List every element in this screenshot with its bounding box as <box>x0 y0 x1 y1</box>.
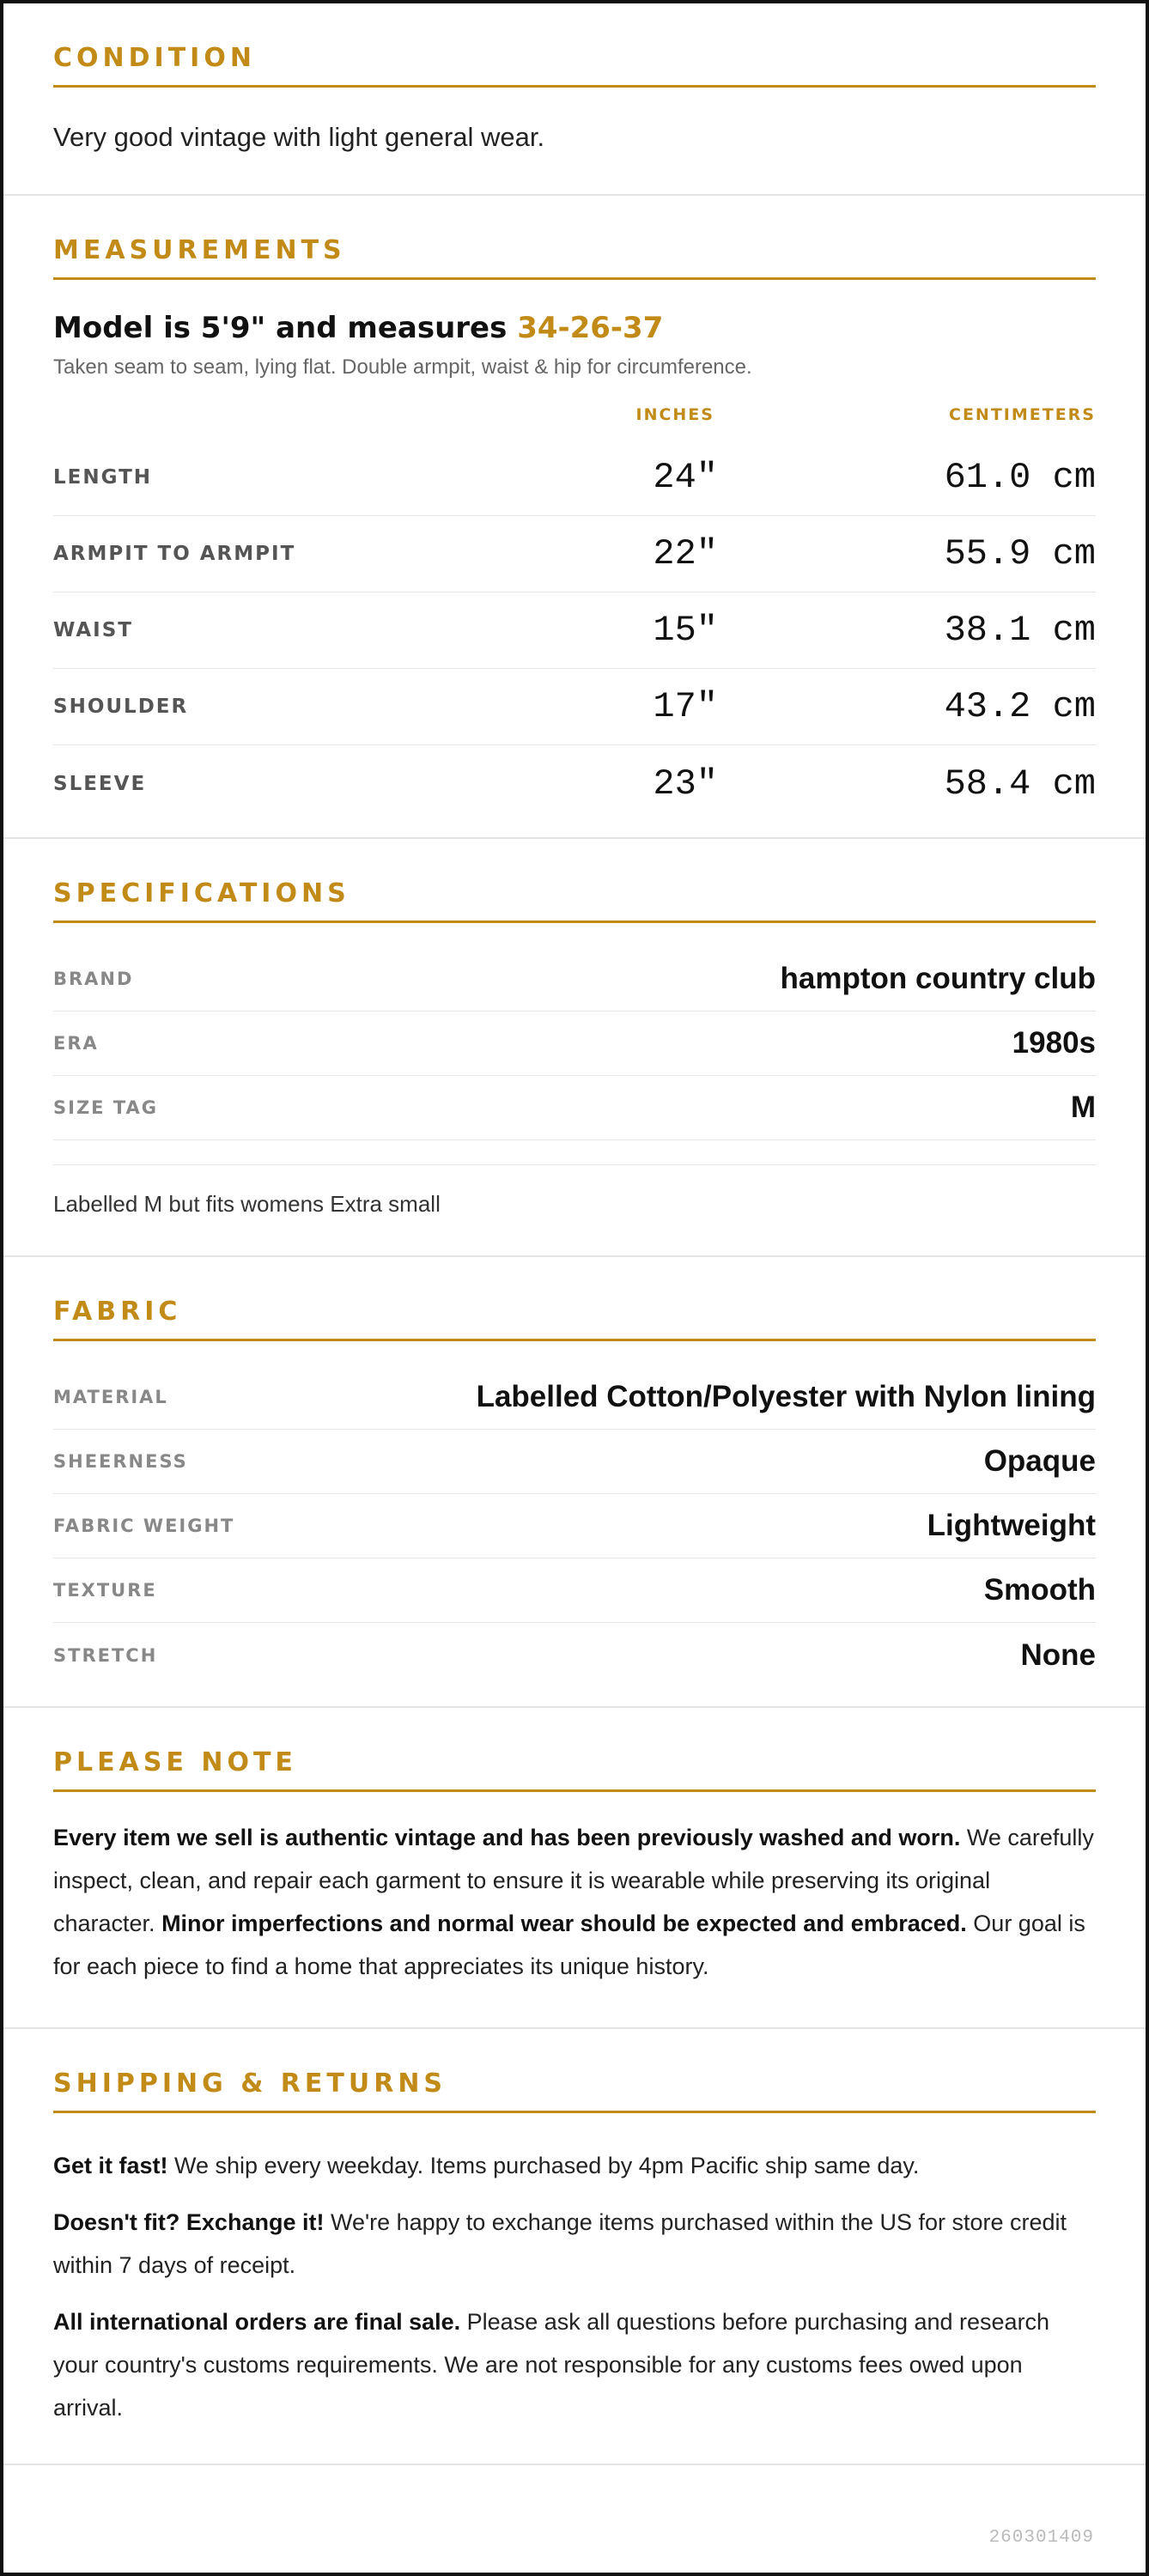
condition-text: Very good vintage with light general wear. <box>53 122 545 152</box>
fabric-value: Opaque <box>983 1444 1096 1478</box>
fabric-row-sheerness <box>53 1430 1096 1494</box>
fabric-label: TEXTURE <box>53 1580 157 1601</box>
shipping-paragraph-international <box>53 2300 1096 2429</box>
specifications-title: SPECIFICATIONS <box>53 878 1096 923</box>
measurement-label: SLEEVE <box>53 772 147 795</box>
note-text-2: Our goal is for each piece to find a home that appreciates its unique history. <box>53 1911 1085 1979</box>
note-text-1: We carefully inspect, clean, and repair each garment to ensure it is wearable while preserving its original character. <box>53 1825 1094 1936</box>
model-measures: 34-26-37 <box>517 311 664 345</box>
inches-column-header: INCHES <box>635 405 714 424</box>
spec-value: 1980s <box>1012 1026 1096 1060</box>
size-note: Labelled M but fits womens Extra small <box>53 1164 1096 1255</box>
model-measurements-line <box>53 311 1096 345</box>
condition-title: CONDITION <box>53 43 1096 88</box>
shipping-section <box>3 2029 1146 2465</box>
measurement-label: ARMPIT TO ARMPIT <box>53 543 296 565</box>
please-note-section <box>3 1708 1146 2029</box>
fabric-row-weight <box>53 1494 1096 1558</box>
shipping-text: Please ask all questions before purchasing and research your country's customs requirements. We are not responsible for any customs fees owed upon arrival. <box>53 2309 1050 2421</box>
fabric-title: FABRIC <box>53 1297 1096 1341</box>
fabric-value: Lightweight <box>927 1509 1096 1542</box>
measurement-row-shoulder <box>53 669 1096 745</box>
condition-section <box>3 3 1146 196</box>
spec-value: M <box>1070 1091 1096 1124</box>
measurement-inches: 23" <box>653 762 718 805</box>
spec-row-era <box>53 1012 1096 1076</box>
note-bold-2: Minor imperfections and normal wear should be expected and embraced. <box>161 1911 967 1936</box>
fabric-row-texture <box>53 1558 1096 1623</box>
fabric-value: Labelled Cotton/Polyester with Nylon lining <box>476 1380 1096 1413</box>
spec-label: ERA <box>53 1033 99 1054</box>
shipping-paragraph-fast <box>53 2144 1096 2187</box>
fabric-section <box>3 1257 1146 1708</box>
model-prefix: Model is 5'9" and measures <box>53 311 518 345</box>
note-bold-1: Every item we sell is authentic vintage and has been previously washed and worn. <box>53 1825 961 1850</box>
measurement-cm: 38.1 cm <box>944 610 1096 651</box>
measurement-label: WAIST <box>53 619 133 641</box>
please-note-title: PLEASE NOTE <box>53 1747 1096 1792</box>
fabric-label: FABRIC WEIGHT <box>53 1516 235 1536</box>
spec-row-brand <box>53 947 1096 1012</box>
fabric-label: STRETCH <box>53 1644 158 1666</box>
measurement-row-armpit <box>53 516 1096 592</box>
fabric-row-material <box>53 1365 1096 1430</box>
measurement-cm: 55.9 cm <box>944 533 1096 574</box>
spec-label: SIZE TAG <box>53 1097 159 1118</box>
measurement-cm: 43.2 cm <box>944 686 1096 727</box>
item-code: 260301409 <box>988 2528 1094 2548</box>
measurements-list <box>53 440 1096 837</box>
measurement-inches: 15" <box>653 610 718 651</box>
measurement-label: SHOULDER <box>53 696 189 718</box>
please-note-text <box>53 1792 1096 2027</box>
measurement-row-length <box>53 440 1096 516</box>
spec-value: hampton country club <box>780 962 1096 995</box>
shipping-title: SHIPPING & RETURNS <box>53 2069 1096 2113</box>
measurement-inches: 22" <box>653 533 718 574</box>
centimeters-column-header: CENTIMETERS <box>949 405 1096 424</box>
measurement-row-sleeve <box>53 745 1096 822</box>
spec-row-size-tag <box>53 1076 1096 1140</box>
measurement-inches: 24" <box>653 457 718 498</box>
shipping-bold: Doesn't fit? Exchange it! <box>53 2209 325 2235</box>
shipping-bold: All international orders are final sale. <box>53 2309 461 2335</box>
fabric-value: Smooth <box>983 1573 1096 1607</box>
measurements-header <box>53 405 1096 424</box>
fabric-row-stretch <box>53 1623 1096 1687</box>
fabric-list <box>53 1365 1096 1706</box>
shipping-text: We're happy to exchange items purchased within the US for store credit within 7 days of receipt. <box>53 2209 1067 2278</box>
measurements-section <box>3 196 1146 839</box>
fabric-value: None <box>1020 1637 1096 1672</box>
fabric-label: MATERIAL <box>53 1387 168 1407</box>
spec-label: BRAND <box>53 969 134 989</box>
measurement-inches: 17" <box>653 686 718 727</box>
specifications-list <box>53 947 1096 1140</box>
measurement-label: LENGTH <box>53 466 153 489</box>
measurement-cm: 61.0 cm <box>944 457 1096 498</box>
measurement-row-waist <box>53 592 1096 669</box>
measurements-title: MEASUREMENTS <box>53 235 1096 280</box>
specifications-section <box>3 839 1146 1257</box>
measurement-cm: 58.4 cm <box>944 762 1096 805</box>
shipping-text: We ship every weekday. Items purchased by 4pm Pacific ship same day. <box>167 2153 920 2178</box>
measurements-subtitle: Taken seam to seam, lying flat. Double armpit, waist & hip for circumference. <box>53 355 752 379</box>
shipping-content <box>53 2113 1096 2464</box>
shipping-bold: Get it fast! <box>53 2153 168 2178</box>
shipping-paragraph-exchange <box>53 2201 1096 2287</box>
fabric-label: SHEERNESS <box>53 1451 188 1472</box>
